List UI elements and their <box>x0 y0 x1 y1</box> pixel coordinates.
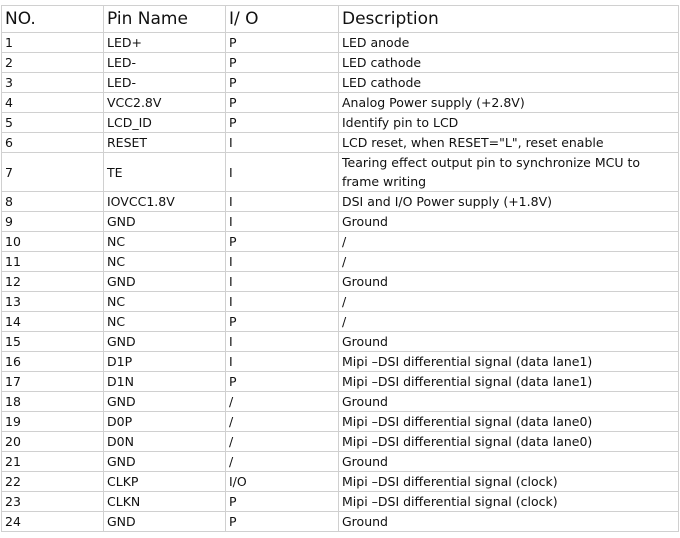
cell-pin-name: TE <box>104 153 226 192</box>
cell-description: LCD reset, when RESET="L", reset enable <box>339 133 679 153</box>
cell-io: I <box>226 153 339 192</box>
cell-io: I <box>226 212 339 232</box>
cell-io: / <box>226 452 339 472</box>
cell-pin-name: NC <box>104 292 226 312</box>
cell-pin-name: GND <box>104 392 226 412</box>
cell-pin-name: GND <box>104 332 226 352</box>
cell-io: P <box>226 93 339 113</box>
cell-pin-name: LED- <box>104 53 226 73</box>
cell-description: Identify pin to LCD <box>339 113 679 133</box>
cell-no: 9 <box>2 212 104 232</box>
cell-pin-name: GND <box>104 452 226 472</box>
cell-description: Ground <box>339 392 679 412</box>
cell-io: I <box>226 292 339 312</box>
cell-no: 5 <box>2 113 104 133</box>
table-row <box>2 512 679 532</box>
cell-pin-name: LED+ <box>104 33 226 53</box>
cell-description: / <box>339 312 679 332</box>
cell-description: Ground <box>339 212 679 232</box>
cell-description: / <box>339 232 679 252</box>
cell-no: 4 <box>2 93 104 113</box>
cell-description: Mipi –DSI differential signal (clock) <box>339 472 679 492</box>
cell-description: Ground <box>339 272 679 292</box>
cell-pin-name: NC <box>104 252 226 272</box>
cell-io: P <box>226 33 339 53</box>
table-row <box>2 492 679 512</box>
header-pin-name: Pin Name <box>104 6 226 33</box>
cell-pin-name: GND <box>104 512 226 532</box>
cell-pin-name: GND <box>104 272 226 292</box>
table-row <box>2 332 679 352</box>
cell-pin-name: LCD_ID <box>104 113 226 133</box>
table-row <box>2 212 679 232</box>
cell-no: 14 <box>2 312 104 332</box>
cell-pin-name: VCC2.8V <box>104 93 226 113</box>
header-no: NO. <box>2 6 104 33</box>
table-body <box>2 33 679 532</box>
header-io: I/ O <box>226 6 339 33</box>
cell-io: P <box>226 372 339 392</box>
table-row <box>2 292 679 312</box>
cell-io: I <box>226 352 339 372</box>
cell-pin-name: D0N <box>104 432 226 452</box>
cell-description: Mipi –DSI differential signal (data lane0) <box>339 412 679 432</box>
table-row <box>2 452 679 472</box>
cell-io: P <box>226 312 339 332</box>
table-row <box>2 73 679 93</box>
cell-description: Mipi –DSI differential signal (data lane1) <box>339 352 679 372</box>
table-row <box>2 192 679 212</box>
cell-description: LED cathode <box>339 73 679 93</box>
table-header-row <box>2 6 679 33</box>
cell-description: Tearing effect output pin to synchronize MCU to frame writing <box>339 153 679 192</box>
table-row <box>2 53 679 73</box>
cell-no: 11 <box>2 252 104 272</box>
cell-no: 18 <box>2 392 104 412</box>
cell-io: I/O <box>226 472 339 492</box>
table-row <box>2 113 679 133</box>
cell-pin-name: D0P <box>104 412 226 432</box>
table-row <box>2 432 679 452</box>
table-row <box>2 312 679 332</box>
cell-description: LED anode <box>339 33 679 53</box>
cell-description: / <box>339 252 679 272</box>
cell-no: 23 <box>2 492 104 512</box>
cell-no: 3 <box>2 73 104 93</box>
cell-description: Ground <box>339 452 679 472</box>
table-row <box>2 252 679 272</box>
cell-description: Ground <box>339 332 679 352</box>
table-row <box>2 412 679 432</box>
cell-io: P <box>226 232 339 252</box>
cell-io: I <box>226 192 339 212</box>
cell-description: Analog Power supply (+2.8V) <box>339 93 679 113</box>
cell-io: / <box>226 392 339 412</box>
table-row <box>2 133 679 153</box>
cell-pin-name: IOVCC1.8V <box>104 192 226 212</box>
cell-pin-name: D1P <box>104 352 226 372</box>
table-row <box>2 93 679 113</box>
cell-no: 16 <box>2 352 104 372</box>
cell-io: I <box>226 133 339 153</box>
cell-no: 19 <box>2 412 104 432</box>
cell-description: Mipi –DSI differential signal (clock) <box>339 492 679 512</box>
cell-no: 15 <box>2 332 104 352</box>
cell-no: 1 <box>2 33 104 53</box>
cell-io: / <box>226 432 339 452</box>
cell-io: / <box>226 412 339 432</box>
cell-no: 7 <box>2 153 104 192</box>
table-row <box>2 232 679 252</box>
table-row <box>2 153 679 192</box>
cell-no: 22 <box>2 472 104 492</box>
cell-no: 13 <box>2 292 104 312</box>
cell-io: I <box>226 272 339 292</box>
cell-io: P <box>226 492 339 512</box>
cell-io: P <box>226 73 339 93</box>
cell-io: P <box>226 113 339 133</box>
cell-pin-name: RESET <box>104 133 226 153</box>
cell-io: I <box>226 332 339 352</box>
cell-no: 24 <box>2 512 104 532</box>
cell-io: I <box>226 252 339 272</box>
table-row <box>2 392 679 412</box>
cell-pin-name: NC <box>104 312 226 332</box>
table-row <box>2 272 679 292</box>
cell-description: Ground <box>339 512 679 532</box>
cell-description: Mipi –DSI differential signal (data lane1) <box>339 372 679 392</box>
cell-no: 20 <box>2 432 104 452</box>
cell-no: 8 <box>2 192 104 212</box>
cell-description: DSI and I/O Power supply (+1.8V) <box>339 192 679 212</box>
cell-io: P <box>226 53 339 73</box>
table-row <box>2 33 679 53</box>
cell-pin-name: LED- <box>104 73 226 93</box>
pin-definition-table <box>1 5 679 532</box>
cell-no: 17 <box>2 372 104 392</box>
cell-pin-name: NC <box>104 232 226 252</box>
cell-no: 10 <box>2 232 104 252</box>
cell-no: 12 <box>2 272 104 292</box>
table-row <box>2 372 679 392</box>
cell-pin-name: GND <box>104 212 226 232</box>
cell-no: 2 <box>2 53 104 73</box>
table-row <box>2 472 679 492</box>
cell-description: LED cathode <box>339 53 679 73</box>
cell-no: 21 <box>2 452 104 472</box>
cell-pin-name: D1N <box>104 372 226 392</box>
cell-no: 6 <box>2 133 104 153</box>
header-description: Description <box>339 6 679 33</box>
cell-io: P <box>226 512 339 532</box>
cell-description: / <box>339 292 679 312</box>
cell-pin-name: CLKN <box>104 492 226 512</box>
table-row <box>2 352 679 372</box>
cell-description: Mipi –DSI differential signal (data lane0) <box>339 432 679 452</box>
cell-pin-name: CLKP <box>104 472 226 492</box>
